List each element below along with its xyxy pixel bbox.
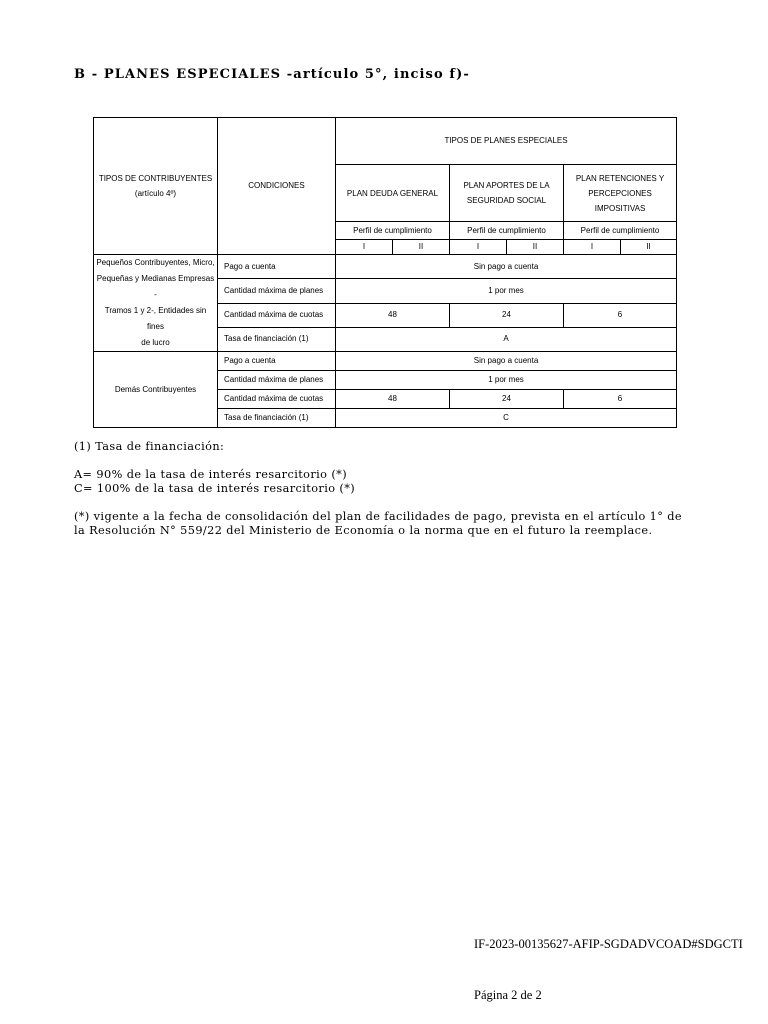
plan-header-line: PLAN DEUDA GENERAL (346, 188, 439, 198)
value-cell: 48 (336, 390, 450, 409)
footnote-star-line: la Resolución N° 559/22 del Ministerio de Economía o la norma que en el futuro la reemplace. (74, 524, 653, 537)
contributor-cell (94, 352, 218, 428)
condition-cell: Cantidad máxima de planes (218, 279, 336, 303)
contributor-cell (94, 255, 218, 352)
special-plans-group-header: TIPOS DE PLANES ESPECIALES (336, 118, 677, 165)
contributor-line: de lucro (141, 338, 170, 347)
value-cell: 48 (336, 303, 450, 327)
perfil-level: I (450, 240, 507, 255)
plan-header-line: PLAN RETENCIONES Y (575, 173, 665, 183)
value-cell: C (336, 409, 677, 428)
value-cell: 24 (450, 390, 564, 409)
value-cell: Sin pago a cuenta (336, 255, 677, 279)
contributor-line: Pequeñas y Medianas Empresas - (96, 274, 215, 299)
value-cell: 1 por mes (336, 371, 677, 390)
section-heading: B - PLANES ESPECIALES -artículo 5°, inciso f)- (74, 67, 470, 82)
footnote-star-line: (*) vigente a la fecha de consolidación del plan de facilidades de pago, prevista en el artículo 1° de (74, 510, 683, 523)
footnote-rate-a: A= 90% de la tasa de interés resarcitorio (*) (74, 468, 348, 481)
contributor-types-header (94, 118, 218, 255)
condition-cell: Pago a cuenta (218, 255, 336, 279)
contributor-line: Pequeños Contribuyentes, Micro, (96, 258, 215, 267)
perfil-level: II (507, 240, 564, 255)
perfil-level: I (564, 240, 621, 255)
table-row (94, 352, 677, 371)
value-cell: 6 (564, 390, 677, 409)
footnote-rate-c: C= 100% de la tasa de interés resarcitorio (*) (74, 482, 356, 495)
plan-header-retenciones (564, 165, 677, 222)
document-id: IF-2023-00135627-AFIP-SGDADVCOAD#SDGCTI (474, 937, 743, 951)
contributor-types-article: (artículo 4º) (134, 189, 177, 198)
footnotes (74, 440, 754, 538)
page-number: Página 2 de 2 (474, 988, 542, 1002)
condition-cell: Cantidad máxima de cuotas (218, 390, 336, 409)
plan-header-line: SEGURIDAD SOCIAL (466, 196, 547, 205)
table-row (94, 255, 677, 279)
perfil-level: II (621, 240, 677, 255)
value-cell: A (336, 327, 677, 351)
condition-cell: Tasa de financiación (1) (218, 409, 336, 428)
condition-cell: Cantidad máxima de cuotas (218, 303, 336, 327)
condition-cell: Pago a cuenta (218, 352, 336, 371)
special-plans-table (93, 117, 677, 428)
perfil-level: II (393, 240, 450, 255)
condition-cell: Cantidad máxima de planes (218, 371, 336, 390)
perfil-header: Perfil de cumplimiento (564, 222, 677, 240)
plan-header-aportes (450, 165, 564, 222)
contributor-line: Tramos 1 y 2-, Entidades sin fines (104, 306, 207, 331)
contributor-line: Demás Contribuyentes (114, 384, 197, 394)
value-cell: 6 (564, 303, 677, 327)
contributor-types-title: TIPOS DE CONTRIBUYENTES (98, 174, 213, 183)
conditions-header: CONDICIONES (218, 118, 336, 255)
plan-header-line: PERCEPCIONES IMPOSITIVAS (588, 188, 652, 213)
plan-header-line: PLAN APORTES DE LA (463, 181, 550, 190)
footnote-title: (1) Tasa de financiación: (74, 440, 225, 453)
plan-header-deuda-general (336, 165, 450, 222)
perfil-header: Perfil de cumplimiento (336, 222, 450, 240)
condition-cell: Tasa de financiación (1) (218, 327, 336, 351)
perfil-header: Perfil de cumplimiento (450, 222, 564, 240)
value-cell: Sin pago a cuenta (336, 352, 677, 371)
value-cell: 1 por mes (336, 279, 677, 303)
perfil-level: I (336, 240, 393, 255)
value-cell: 24 (450, 303, 564, 327)
